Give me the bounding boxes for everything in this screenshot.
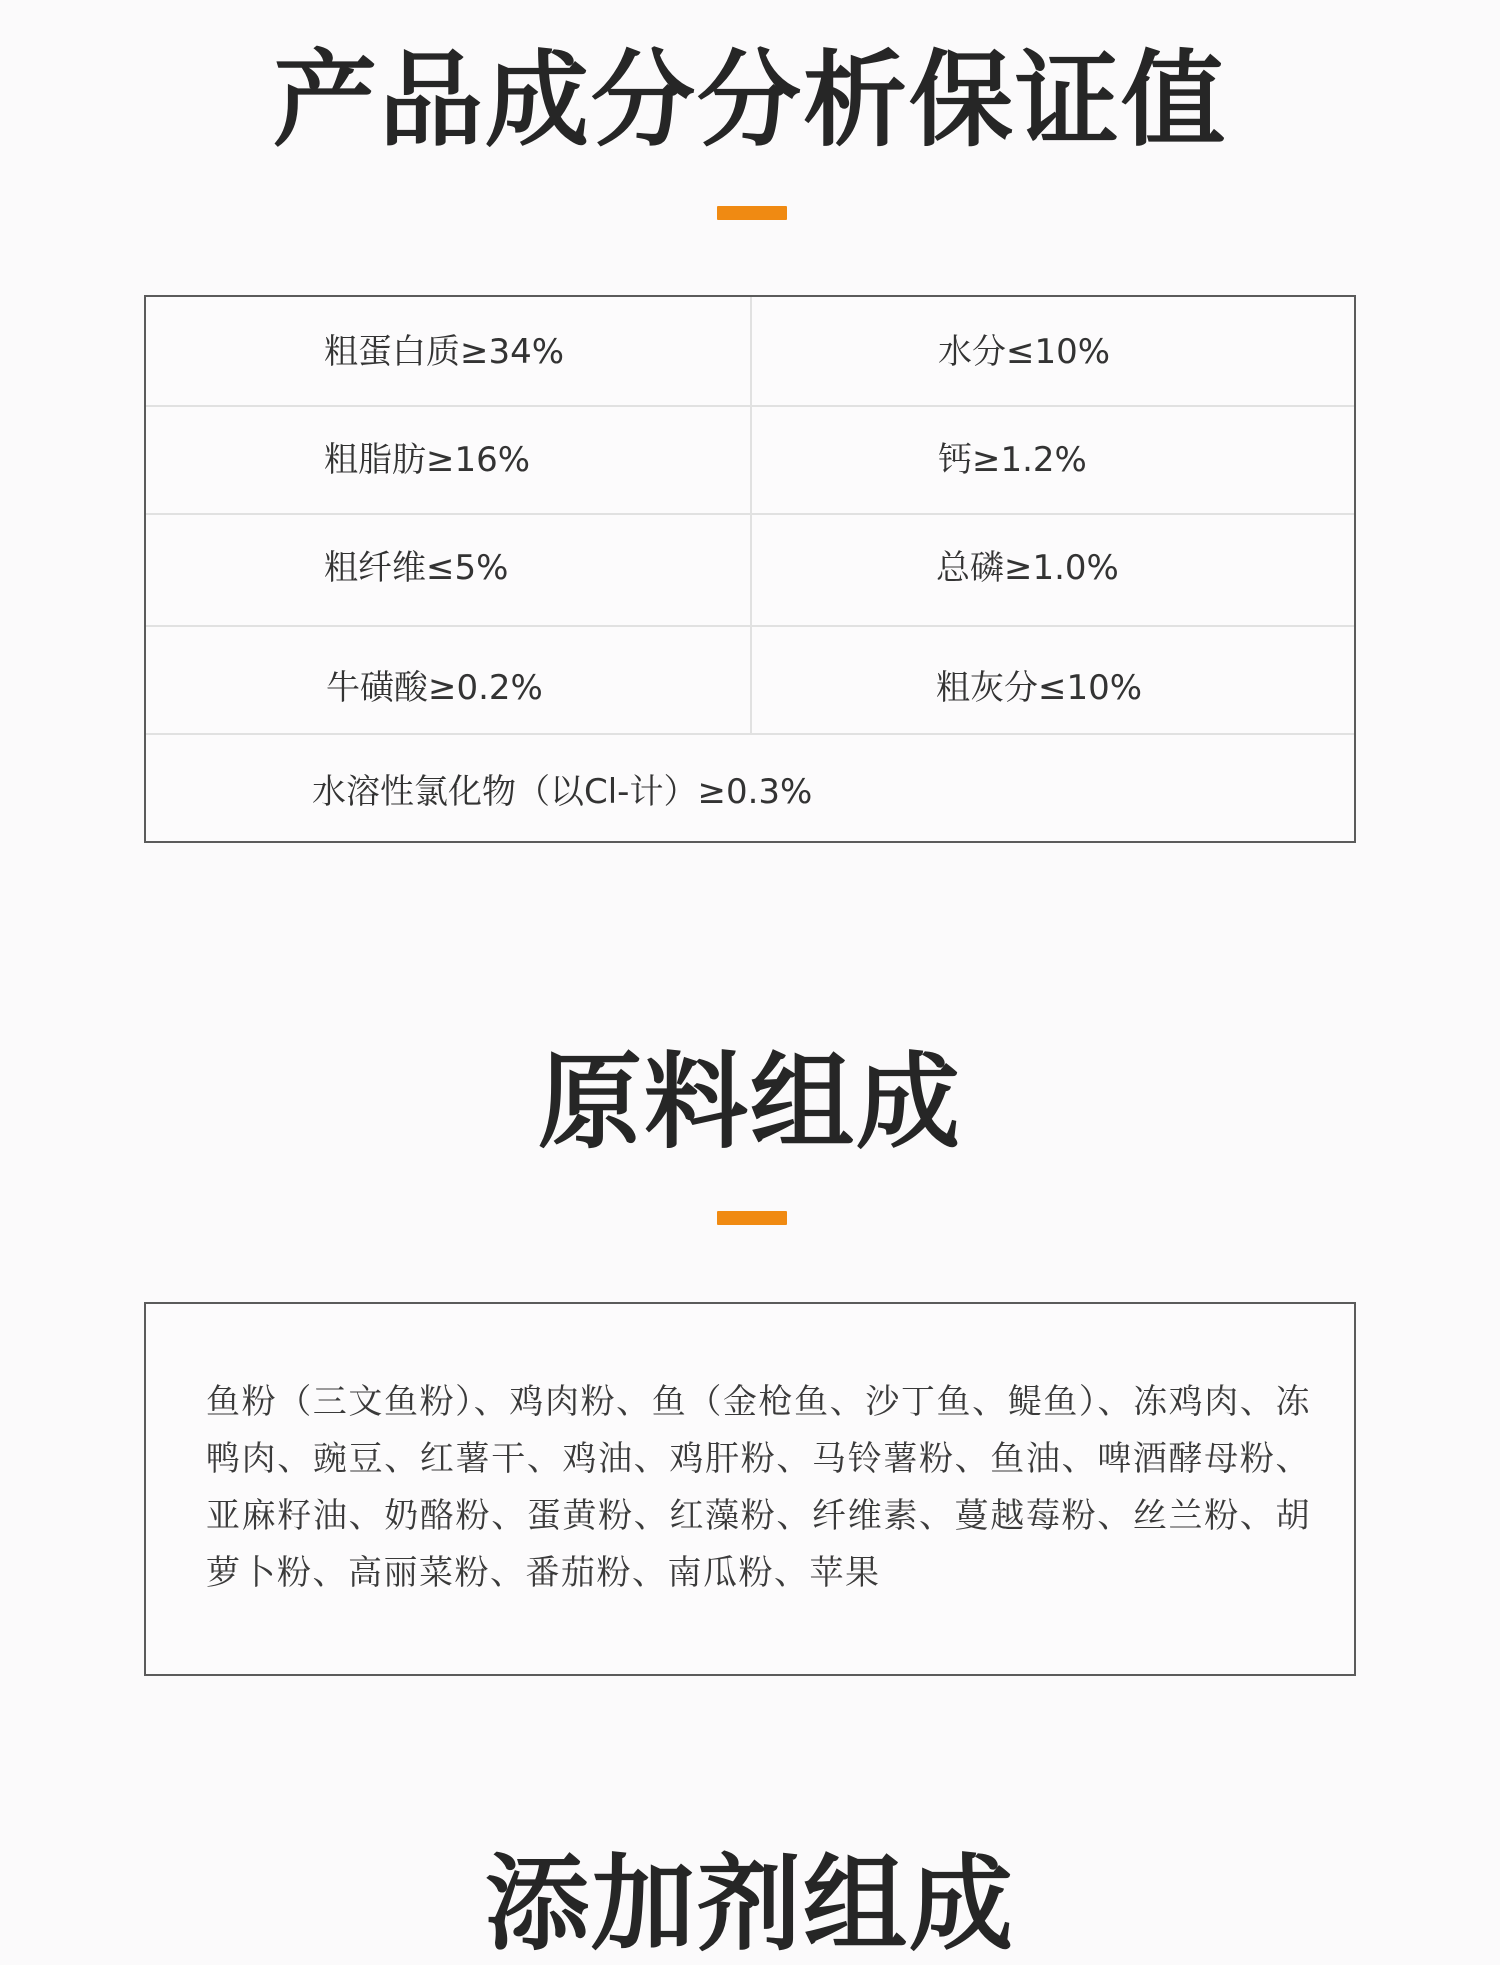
table-row xyxy=(146,407,1354,515)
table-cell: 水溶性氯化物（以Cl-计）≥0.3% xyxy=(312,772,813,812)
table-row xyxy=(146,515,1354,627)
ingredients-text: 鱼粉（三文鱼粉）、鸡肉粉、鱼（金枪鱼、沙丁鱼、鳀鱼）、冻鸡肉、冻鸭肉、豌豆、红薯干、鸡油、鸡肝粉、马铃薯粉、鱼油、啤酒酵母粉、亚麻籽油、奶酪粉、蛋黄粉、红藻粉、纤维素、蔓越莓粉、丝兰粉、胡萝卜粉、高丽菜粉、番茄粉、南瓜粉、苹果 xyxy=(206,1382,1311,1593)
table-row xyxy=(146,297,1354,407)
table-row xyxy=(146,627,1354,735)
table-row xyxy=(146,735,1354,843)
table-cell: 水分≤10% xyxy=(938,332,1111,372)
table-cell: 总磷≥1.0% xyxy=(936,548,1119,588)
title-accent-bar xyxy=(717,1211,787,1225)
table-cell: 钙≥1.2% xyxy=(938,440,1087,480)
table-cell: 粗蛋白质≥34% xyxy=(324,332,565,372)
section-title-analysis: 产品成分分析保证值 xyxy=(272,39,1227,161)
table-cell: 牛磺酸≥0.2% xyxy=(326,668,543,708)
section-title-ingredients: 原料组成 xyxy=(537,1041,962,1163)
title-accent-bar xyxy=(717,206,787,220)
table-cell: 粗纤维≤5% xyxy=(324,548,509,588)
table-cell: 粗灰分≤10% xyxy=(936,668,1143,708)
analysis-table xyxy=(144,295,1356,843)
section-title-additives: 添加剂组成 xyxy=(484,1843,1015,1965)
table-cell: 粗脂肪≥16% xyxy=(324,440,531,480)
ingredients-box xyxy=(144,1302,1356,1676)
